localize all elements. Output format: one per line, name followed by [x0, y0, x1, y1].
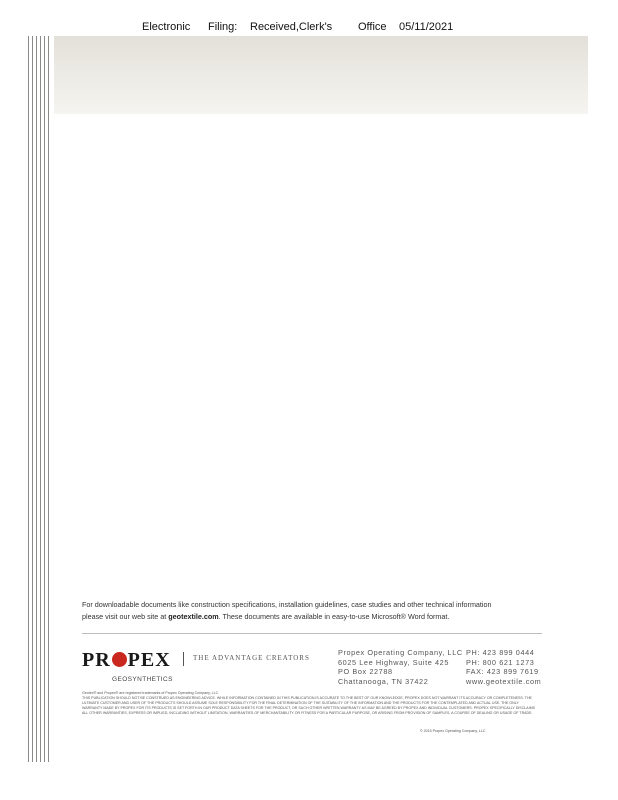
- website-link[interactable]: geotextile.com: [168, 612, 219, 621]
- header-band: [54, 36, 588, 114]
- logo-subtitle: GEOSYNTHETICS: [112, 676, 173, 683]
- company-contacts: [466, 648, 541, 686]
- filing-word-filing: Filing:: [208, 21, 238, 33]
- tagline: THE ADVANTAGE CREATORS: [193, 654, 310, 662]
- left-margin-lines: [28, 36, 54, 762]
- phone-1: PH: 423 899 0444: [466, 648, 535, 657]
- filing-date: 05/11/2021: [399, 21, 454, 33]
- phone-2: PH: 800 621 1273: [466, 657, 535, 667]
- downloads-line-2: please visit our web site at geotextile.com. These documents are available in easy-to-use Microsoft® Word format.: [82, 612, 450, 621]
- downloads-line-1: For downloadable documents like construction specifications, installation guidelines, case studies and other technical information: [82, 600, 492, 609]
- propex-logo: PR PEX: [82, 649, 171, 671]
- fax: FAX: 423 899 7619: [466, 667, 539, 676]
- footer-divider: [82, 633, 542, 634]
- filing-word-office: Office: [358, 21, 387, 33]
- website-url[interactable]: www.geotextile.com: [466, 676, 542, 686]
- filing-word-received: Received,Clerk's: [250, 21, 333, 33]
- logo-separator: [183, 652, 184, 666]
- copyright: © 2015 Propex Operating Company, LLC: [420, 729, 486, 733]
- logo-ball-icon: [112, 652, 127, 667]
- downloads-notice: [82, 599, 542, 623]
- legal-fine-print: Geotex® and Propex® are registered trademarks of Propex Operating Company, LLC. THIS PUBLICATION SHOULD NOT BE CONSTRUED AS ENGINEERING ADVICE. WHILE INFORMATION CONTAINED IN THIS PUBLICATION IS ACCURATE TO THE BEST OF OUR KNOWLEDGE, PROPEX DOES NOT WARRANT ITS ACCURACY OR COMPLETENESS. THE ULTIMATE CUSTOMER AND USER OF THE PRODUCTS SHOULD ASSUME SOLE RESPONSIBILITY FOR THE FINAL DETERMINATION OF THE SUITABILITY OF THE INFORMATION AND THE PRODUCTS FOR THE CONTEMPLATED AND ACTUAL USE. THE ONLY WARRANTY MADE BY PROPEX FOR ITS PRODUCTS IS SET FORTH IN OUR PRODUCT DATA SHEETS FOR THE PRODUCT, OR SUCH OTHER WRITTEN WARRANTY AS MAY BE AGREED BY PROPEX AND INDIVIDUAL CUSTOMERS. PROPEX SPECIFICALLY DISCLAIMS ALL OTHER WARRANTIES, EXPRESS OR IMPLIED, INCLUDING WITHOUT LIMITATION, WARRANTIES OF MERCHANTABILITY OR FITNESS FOR A PARTICULAR PURPOSE, OR ARISING FROM PROVISION OF SAMPLES, A COURSE OF DEALING OR USAGE OF TRADE.: [82, 691, 536, 715]
- filing-stamp: [0, 21, 618, 35]
- company-address: Propex Operating Company, LLC 6025 Lee Highway, Suite 425 PO Box 22788 Chattanooga, TN 37422: [338, 648, 463, 686]
- filing-word-electronic: Electronic: [142, 21, 191, 33]
